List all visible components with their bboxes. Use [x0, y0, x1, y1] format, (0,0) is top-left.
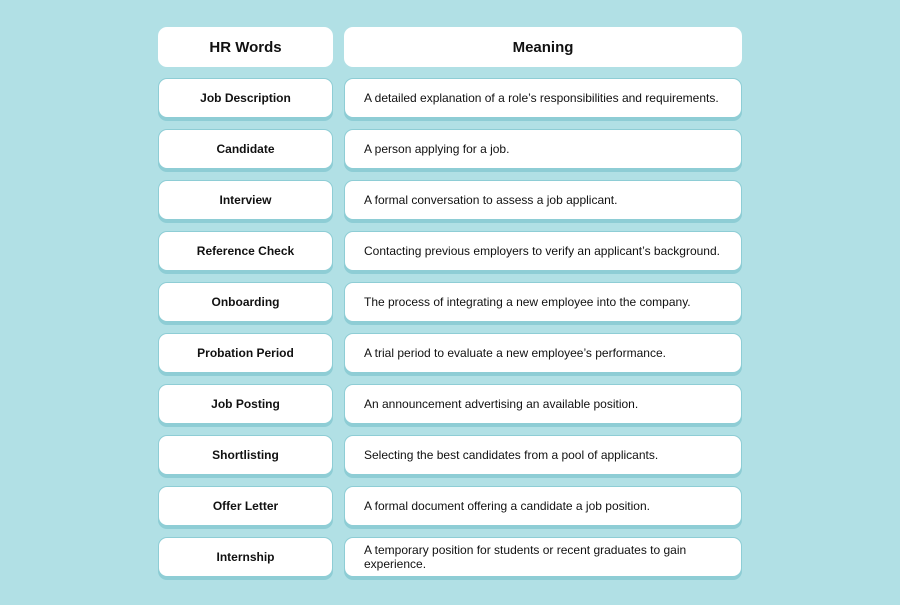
header-meaning: Meaning [344, 27, 742, 67]
meaning-cell: The process of integrating a new employee into the company. [344, 282, 742, 322]
term-cell: Shortlisting [158, 435, 333, 475]
term-cell: Internship [158, 537, 333, 577]
term-cell: Probation Period [158, 333, 333, 373]
meaning-cell: A person applying for a job. [344, 129, 742, 169]
table-row [158, 435, 742, 475]
meaning-cell: A temporary position for students or recent graduates to gain experience. [344, 537, 742, 577]
meaning-cell: An announcement advertising an available position. [344, 384, 742, 424]
meaning-cell: A trial period to evaluate a new employee’s performance. [344, 333, 742, 373]
meaning-cell: A detailed explanation of a role’s responsibilities and requirements. [344, 78, 742, 118]
table-row [158, 537, 742, 577]
table-header-row [158, 27, 742, 67]
term-cell: Interview [158, 180, 333, 220]
header-hr-words: HR Words [158, 27, 333, 67]
table-row [158, 78, 742, 118]
term-cell: Onboarding [158, 282, 333, 322]
meaning-cell: A formal document offering a candidate a job position. [344, 486, 742, 526]
term-cell: Candidate [158, 129, 333, 169]
meaning-cell: Selecting the best candidates from a pool of applicants. [344, 435, 742, 475]
table-row [158, 231, 742, 271]
term-cell: Job Description [158, 78, 333, 118]
table-row [158, 282, 742, 322]
table-row [158, 384, 742, 424]
table-row [158, 180, 742, 220]
meaning-cell: A formal conversation to assess a job applicant. [344, 180, 742, 220]
meaning-cell: Contacting previous employers to verify an applicant’s background. [344, 231, 742, 271]
hr-glossary-table [158, 27, 742, 588]
table-row [158, 129, 742, 169]
table-row [158, 333, 742, 373]
term-cell: Reference Check [158, 231, 333, 271]
table-row [158, 486, 742, 526]
term-cell: Job Posting [158, 384, 333, 424]
term-cell: Offer Letter [158, 486, 333, 526]
